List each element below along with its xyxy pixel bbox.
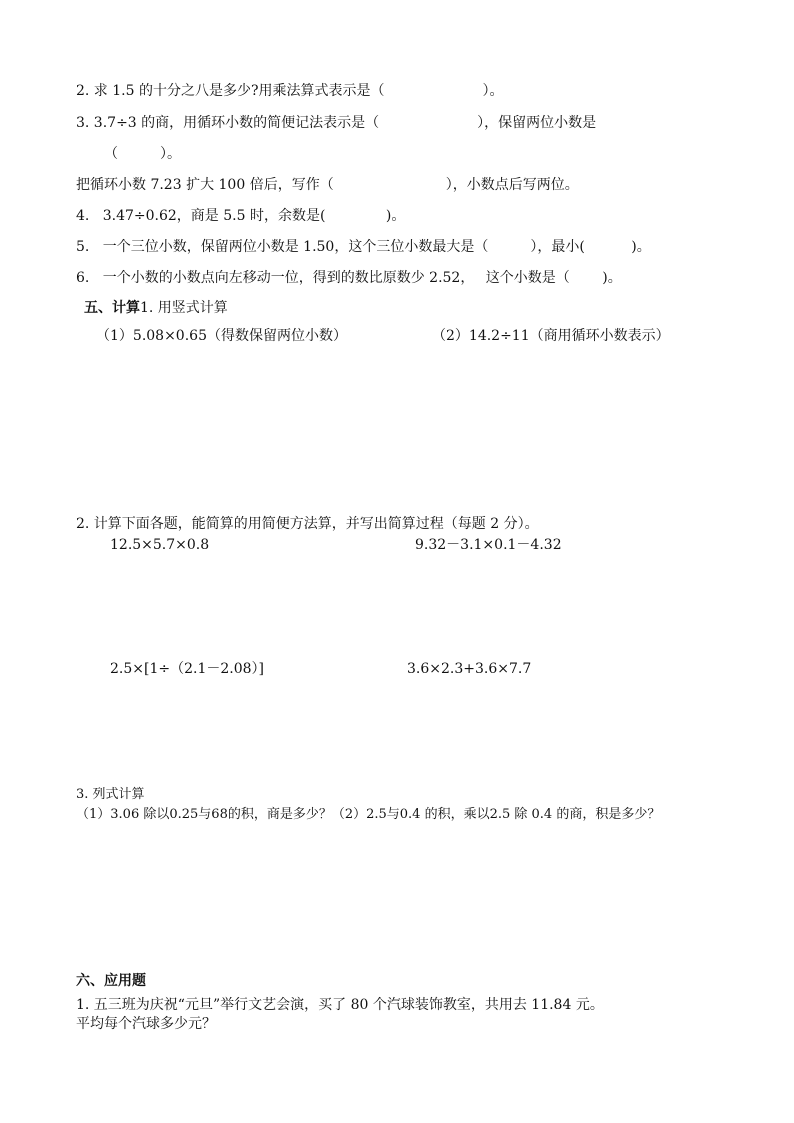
application-question-1: 1. 五三班为庆祝“元旦”举行文艺会演，买了 80 个汽球装饰教室，共用去 11.84 元。 (76, 997, 604, 1013)
problem-2-a: 12.5×5.7×0.8 (110, 537, 210, 553)
problem-3-question: （1）3.06 除以0.25与68的积，商是多少？（2）2.5与0.4 的积，乘以2.5 除 0.4 的商，积是多少？ (76, 807, 661, 822)
question-4: 4. 3.47÷0.62，商是 5.5 时，余数是( )。 (76, 208, 406, 224)
question-3: 3. 3.7÷3 的商，用循环小数的简便记法表示是（ ），保留两位小数是 (76, 115, 597, 131)
problem-1-right: （2）14.2÷11（商用循环小数表示） (432, 328, 670, 344)
problem-2-title: 2. 计算下面各题，能简算的用简便方法算，并写出简算过程（每题 2 分）。 (76, 516, 539, 532)
question-2: 2. 求 1.5 的十分之八是多少?用乘法算式表示是（ ）。 (76, 83, 504, 99)
question-3-continued: （ ）。 (104, 146, 181, 162)
application-question-1-continued: 平均每个汽球多少元？ (76, 1016, 216, 1032)
question-6: 6. 一个小数的小数点向左移动一位，得到的数比原数少 2.52， 这个小数是（ )。 (76, 270, 622, 286)
question-5: 5. 一个三位小数，保留两位小数是 1.50，这个三位小数最大是（ ），最小( )。 (76, 239, 651, 255)
section-6-title: 六、应用题 (76, 973, 146, 989)
section-5-subtitle: 1. 用竖式计算 (140, 300, 228, 316)
problem-2-d: 3.6×2.3+3.6×7.7 (407, 661, 532, 677)
problem-3-title: 3. 列式计算 (76, 787, 145, 802)
question-3-extra: 把循环小数 7.23 扩大 100 倍后，写作（ ），小数点后写两位。 (76, 177, 579, 193)
problem-2-b: 9.32－3.1×0.1－4.32 (415, 537, 562, 553)
section-5-heading (84, 299, 228, 317)
problem-2-c: 2.5×[1÷（2.1－2.08）] (110, 661, 264, 677)
section-5-title: 五、计算 (84, 300, 140, 316)
problem-1-left: （1）5.08×0.65（得数保留两位小数） (96, 328, 347, 344)
